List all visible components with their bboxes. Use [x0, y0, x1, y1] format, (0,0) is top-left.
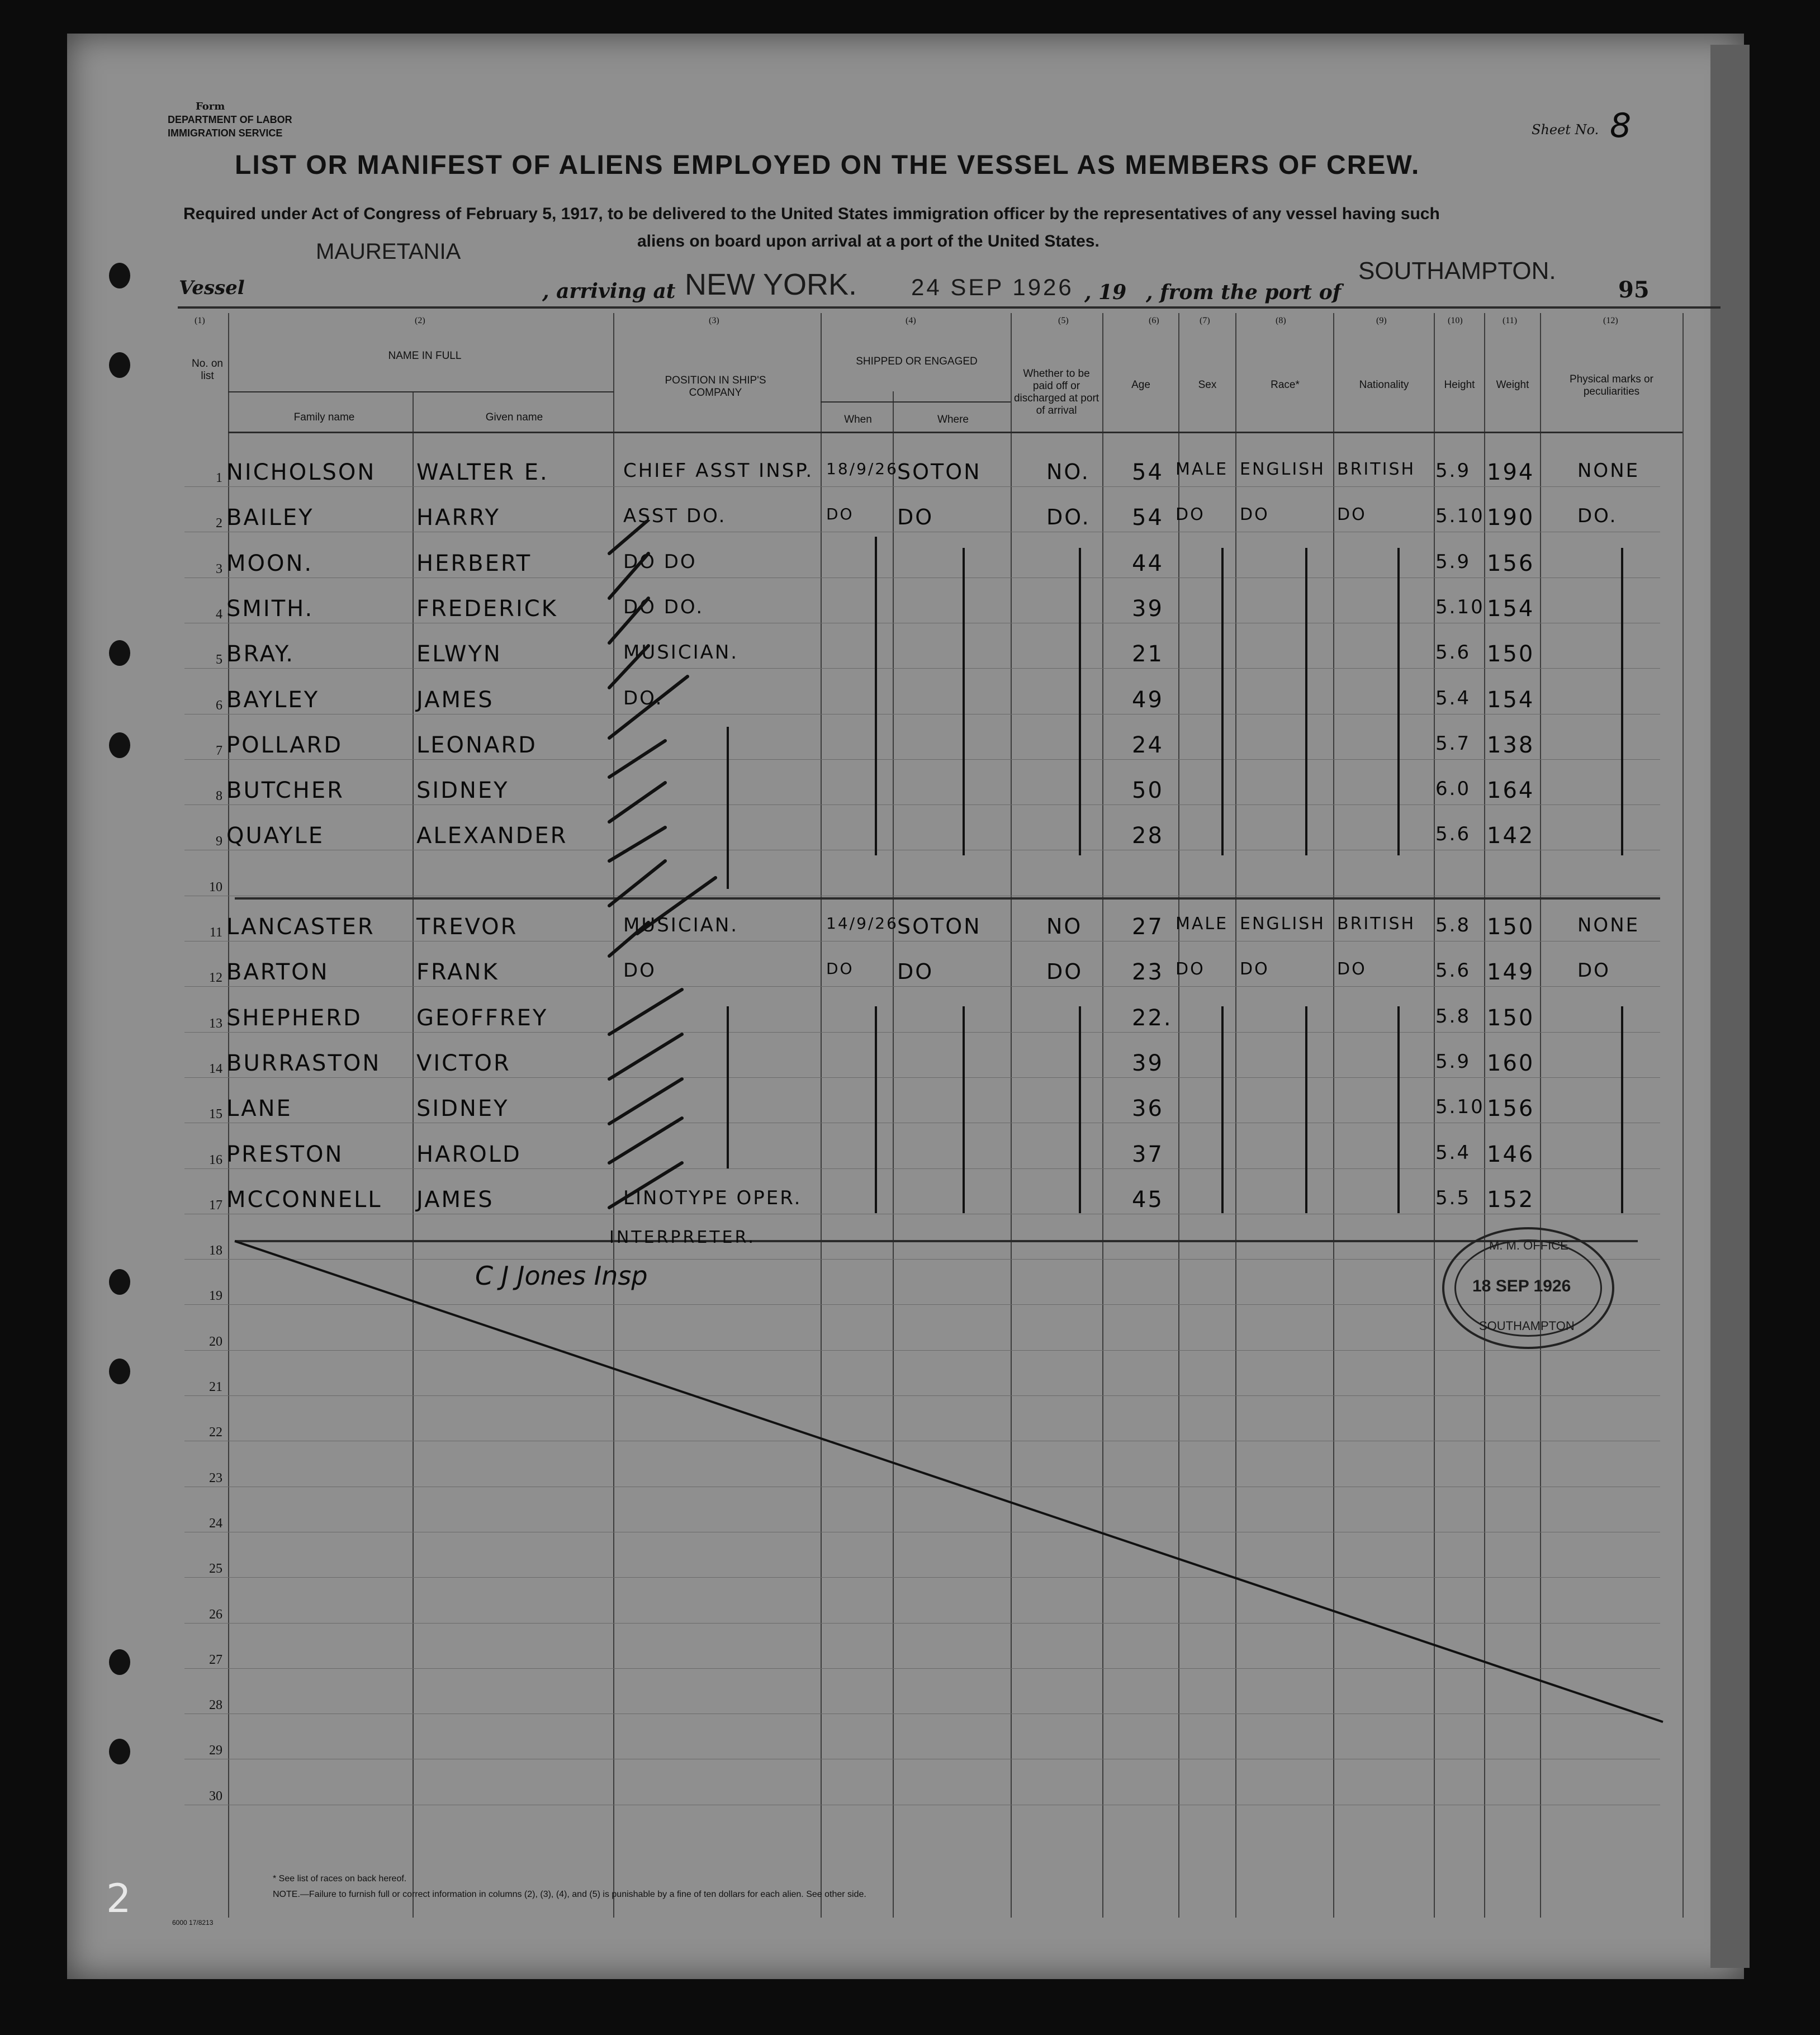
row-number: 24 [209, 1516, 222, 1531]
paid-off-cell: DO [1046, 959, 1083, 985]
weight-cell: 138 [1487, 732, 1535, 758]
given-name-cell: LEONARD [416, 732, 537, 758]
header-nationality: Nationality [1359, 379, 1409, 391]
row-number: 5 [216, 652, 222, 668]
row-number: 15 [209, 1107, 222, 1122]
nationality-cell: DO [1337, 959, 1367, 979]
col-number: (1) [195, 316, 205, 325]
height-cell: 5.6 [1435, 959, 1471, 982]
shipped-when-cell: 14/9/26 [826, 914, 898, 933]
weight-cell: 152 [1487, 1186, 1535, 1213]
row-number: 22 [209, 1425, 222, 1440]
row-number: 30 [209, 1788, 222, 1804]
family-name-cell: BARTON [226, 959, 329, 986]
shipped-where-cell: DO [897, 959, 934, 985]
penalty-note: NOTE.—Failure to furnish full or correct information in columns (2), (3), (4), and (5) is punishable by a fine of ten dollars for each alien. See other side. [273, 1890, 866, 1899]
row-number: 19 [209, 1289, 222, 1304]
header-shipped: SHIPPED OR ENGAGED [856, 356, 978, 367]
given-name-cell: SIDNEY [416, 778, 509, 804]
shipped-where-cell: DO [897, 505, 934, 530]
family-name-cell: BURRASTON [226, 1050, 381, 1076]
arrival-port: NEW YORK. [685, 268, 857, 301]
family-name-cell: BRAY. [226, 641, 295, 668]
row-number: 28 [209, 1698, 222, 1713]
height-cell: 5.9 [1435, 460, 1471, 482]
position-cell: DO DO. [623, 595, 704, 618]
position-cell: CHIEF ASST INSP. [623, 460, 814, 482]
given-name-cell: ALEXANDER [416, 823, 568, 849]
age-cell: 50 [1132, 778, 1164, 804]
row-number: 23 [209, 1470, 222, 1485]
age-cell: 54 [1132, 460, 1164, 485]
family-name-cell: BUTCHER [226, 778, 344, 804]
weight-cell: 160 [1487, 1050, 1535, 1076]
race-cell: DO [1240, 505, 1269, 525]
header-no-on-list: No. on list [192, 358, 223, 382]
height-cell: 5.9 [1435, 550, 1471, 573]
weight-cell: 190 [1487, 505, 1535, 531]
header-sex: Sex [1198, 379, 1217, 391]
header-race: Race* [1271, 379, 1300, 391]
family-name-cell: LANCASTER [226, 914, 375, 940]
given-name-cell: HARRY [416, 505, 500, 531]
given-name-cell: WALTER E. [416, 460, 549, 485]
given-name-cell: VICTOR [416, 1050, 511, 1076]
header-physical-marks: Physical marks or peculiarities [1570, 373, 1653, 397]
list-number: 95 [1618, 277, 1650, 303]
sex-cell: DO [1176, 959, 1205, 979]
age-cell: 36 [1132, 1096, 1164, 1122]
department-label: DEPARTMENT OF LABOR [168, 114, 292, 125]
service-label: IMMIGRATION SERVICE [168, 127, 283, 139]
subtitle-line-2: aliens on board upon arrival at a port of the United States. [637, 232, 1099, 250]
header-paid-off: Whether to be paid off or discharged at port of arrival [1013, 368, 1099, 417]
given-name-cell: FREDERICK [416, 595, 558, 622]
stamp-top-text: M. M. OFFICE [1489, 1238, 1568, 1252]
col-number: (8) [1276, 316, 1286, 325]
physical-marks-cell: NONE [1577, 914, 1640, 936]
weight-cell: 154 [1487, 687, 1535, 713]
height-cell: 5.6 [1435, 641, 1471, 664]
row-number: 12 [209, 971, 222, 986]
col-number: (2) [415, 316, 425, 325]
height-cell: 5.7 [1435, 732, 1471, 755]
weight-cell: 194 [1487, 460, 1535, 485]
sex-cell: MALE [1176, 914, 1229, 934]
col-number: (10) [1448, 316, 1463, 325]
stamp-date: 18 SEP 1926 [1472, 1277, 1571, 1295]
header-position: POSITION IN SHIP'S COMPANY [665, 375, 766, 399]
height-cell: 5.10 [1435, 595, 1485, 618]
race-cell: ENGLISH [1240, 460, 1325, 479]
row-number: 20 [209, 1334, 222, 1349]
age-cell: 49 [1132, 687, 1164, 713]
vessel-label: Vessel [179, 277, 245, 299]
races-footnote: * See list of races on back hereof. [273, 1874, 407, 1883]
shipped-when-cell: DO [826, 959, 854, 978]
row-number: 13 [209, 1016, 222, 1031]
physical-marks-cell: DO. [1577, 505, 1618, 528]
header-age: Age [1131, 379, 1150, 391]
departure-port: SOUTHAMPTON. [1358, 257, 1556, 285]
physical-marks-cell: NONE [1577, 460, 1640, 482]
position-cell: ASST DO. [623, 505, 727, 528]
form-label: Form [196, 101, 225, 112]
height-cell: 5.6 [1435, 823, 1471, 846]
physical-marks-cell: DO [1577, 959, 1610, 982]
inspector-signature: C J Jones Insp [475, 1261, 648, 1291]
position-cell: DO DO [623, 550, 697, 573]
nationality-cell: BRITISH [1337, 460, 1416, 479]
row-number: 11 [209, 925, 222, 940]
weight-cell: 154 [1487, 595, 1535, 622]
header-name-in-full: NAME IN FULL [388, 350, 462, 362]
given-name-cell: ELWYN [416, 641, 502, 668]
family-name-cell: LANE [226, 1096, 292, 1122]
col-number: (6) [1149, 316, 1159, 325]
sheet-no-label: Sheet No. [1532, 122, 1599, 138]
family-name-cell: SHEPHERD [226, 1005, 362, 1031]
given-name-cell: FRANK [416, 959, 499, 986]
stamp-bottom-text: SOUTHAMPTON [1479, 1319, 1575, 1333]
age-cell: 21 [1132, 641, 1164, 668]
header-when: When [844, 414, 872, 425]
from-port-label: , from the port of [1146, 281, 1342, 304]
weight-cell: 164 [1487, 778, 1535, 804]
sex-cell: DO [1176, 505, 1205, 525]
height-cell: 5.4 [1435, 687, 1471, 709]
given-name-cell: SIDNEY [416, 1096, 509, 1122]
office-stamp [1442, 1227, 1614, 1349]
subtitle-line-1: Required under Act of Congress of February 5, 1917, to be delivered to the United States immigration officer by the representatives of any vessel having such [183, 205, 1440, 223]
header-height: Height [1444, 379, 1475, 391]
race-cell: DO [1240, 959, 1269, 979]
interpreter-note: INTERPRETER. [609, 1228, 756, 1247]
age-cell: 45 [1132, 1186, 1164, 1213]
paid-off-cell: DO. [1046, 505, 1091, 530]
col-number: (11) [1503, 316, 1518, 325]
col-number: (9) [1376, 316, 1387, 325]
row-number: 27 [209, 1652, 222, 1667]
family-name-cell: NICHOLSON [226, 460, 376, 485]
height-cell: 6.0 [1435, 778, 1471, 801]
family-name-cell: BAILEY [226, 505, 314, 531]
arriving-label: , arriving at [542, 280, 676, 303]
arrival-date: 24 SEP 1926 [911, 274, 1074, 300]
col-number: (12) [1603, 316, 1618, 325]
shipped-where-cell: SOTON [897, 914, 982, 939]
weight-cell: 150 [1487, 641, 1535, 668]
position-cell: DO. [623, 687, 663, 709]
age-cell: 24 [1132, 732, 1164, 758]
weight-cell: 146 [1487, 1141, 1535, 1167]
col-number: (4) [906, 316, 916, 325]
row-number: 29 [209, 1743, 222, 1758]
age-cell: 39 [1132, 595, 1164, 622]
position-cell: MUSICIAN. [623, 641, 739, 664]
paid-off-cell: NO. [1046, 460, 1090, 484]
row-number: 17 [209, 1198, 222, 1213]
form-code: 6000 17/8213 [172, 1919, 214, 1927]
row-number: 3 [216, 561, 222, 576]
height-cell: 5.10 [1435, 505, 1485, 528]
row-number: 25 [209, 1561, 222, 1577]
height-cell: 5.5 [1435, 1186, 1471, 1209]
position-cell: DO [623, 959, 656, 982]
nationality-cell: DO [1337, 505, 1367, 525]
row-number: 7 [216, 743, 222, 758]
shipped-when-cell: DO [826, 505, 854, 524]
header-family-name: Family name [293, 411, 355, 423]
header-weight: Weight [1496, 379, 1529, 391]
page-mark: 2 [106, 1876, 134, 1922]
race-cell: ENGLISH [1240, 914, 1325, 934]
weight-cell: 149 [1487, 959, 1535, 986]
row-number: 21 [209, 1380, 222, 1394]
row-number: 1 [216, 471, 222, 485]
height-cell: 5.8 [1435, 914, 1471, 936]
given-name-cell: HAROLD [416, 1141, 522, 1167]
age-cell: 54 [1132, 505, 1164, 531]
shipped-when-cell: 18/9/26 [826, 460, 898, 478]
age-cell: 39 [1132, 1050, 1164, 1076]
col-number: (3) [709, 316, 719, 325]
position-cell: MUSICIAN. [623, 914, 739, 936]
header-given-name: Given name [485, 411, 543, 423]
weight-cell: 150 [1487, 1005, 1535, 1031]
row-number: 8 [216, 789, 222, 804]
shipped-where-cell: SOTON [897, 460, 982, 484]
given-name-cell: JAMES [416, 1186, 494, 1213]
page-title: LIST OR MANIFEST OF ALIENS EMPLOYED ON THE VESSEL AS MEMBERS OF CREW. [235, 150, 1420, 180]
row-number: 26 [209, 1607, 222, 1622]
row-number: 6 [216, 698, 222, 713]
age-cell: 23 [1132, 959, 1164, 986]
family-name-cell: PRESTON [226, 1141, 344, 1167]
row-number: 16 [209, 1152, 222, 1167]
weight-cell: 150 [1487, 914, 1535, 940]
year-label: , 19 [1084, 281, 1127, 304]
age-cell: 22. [1132, 1005, 1173, 1031]
nationality-cell: BRITISH [1337, 914, 1416, 934]
given-name-cell: GEOFFREY [416, 1005, 548, 1031]
family-name-cell: POLLARD [226, 732, 343, 758]
sheet-no: 8 [1610, 106, 1634, 145]
paid-off-cell: NO [1046, 914, 1083, 939]
row-number: 4 [216, 607, 222, 622]
family-name-cell: SMITH. [226, 595, 314, 622]
vessel-name: MAURETANIA [316, 239, 461, 264]
height-cell: 5.10 [1435, 1096, 1485, 1119]
row-number: 10 [209, 879, 222, 895]
row-number: 18 [209, 1243, 222, 1258]
family-name-cell: MCCONNELL [226, 1186, 382, 1213]
weight-cell: 156 [1487, 1096, 1535, 1122]
row-number: 2 [216, 516, 222, 531]
sex-cell: MALE [1176, 460, 1229, 479]
family-name-cell: BAYLEY [226, 687, 320, 713]
row-number: 9 [216, 834, 222, 849]
given-name-cell: JAMES [416, 687, 494, 713]
age-cell: 37 [1132, 1141, 1164, 1167]
given-name-cell: HERBERT [416, 550, 532, 576]
col-number: (5) [1058, 316, 1069, 325]
given-name-cell: TREVOR [416, 914, 518, 940]
position-cell: LINOTYPE OPER. [623, 1186, 802, 1209]
family-name-cell: QUAYLE [226, 823, 325, 849]
height-cell: 5.9 [1435, 1050, 1471, 1073]
height-cell: 5.4 [1435, 1141, 1471, 1164]
height-cell: 5.8 [1435, 1005, 1471, 1028]
header-where: Where [937, 414, 969, 425]
age-cell: 28 [1132, 823, 1164, 849]
row-number: 14 [209, 1061, 222, 1076]
age-cell: 27 [1132, 914, 1164, 940]
weight-cell: 142 [1487, 823, 1535, 849]
weight-cell: 156 [1487, 550, 1535, 576]
family-name-cell: MOON. [226, 550, 314, 576]
col-number: (7) [1200, 316, 1210, 325]
age-cell: 44 [1132, 550, 1164, 576]
